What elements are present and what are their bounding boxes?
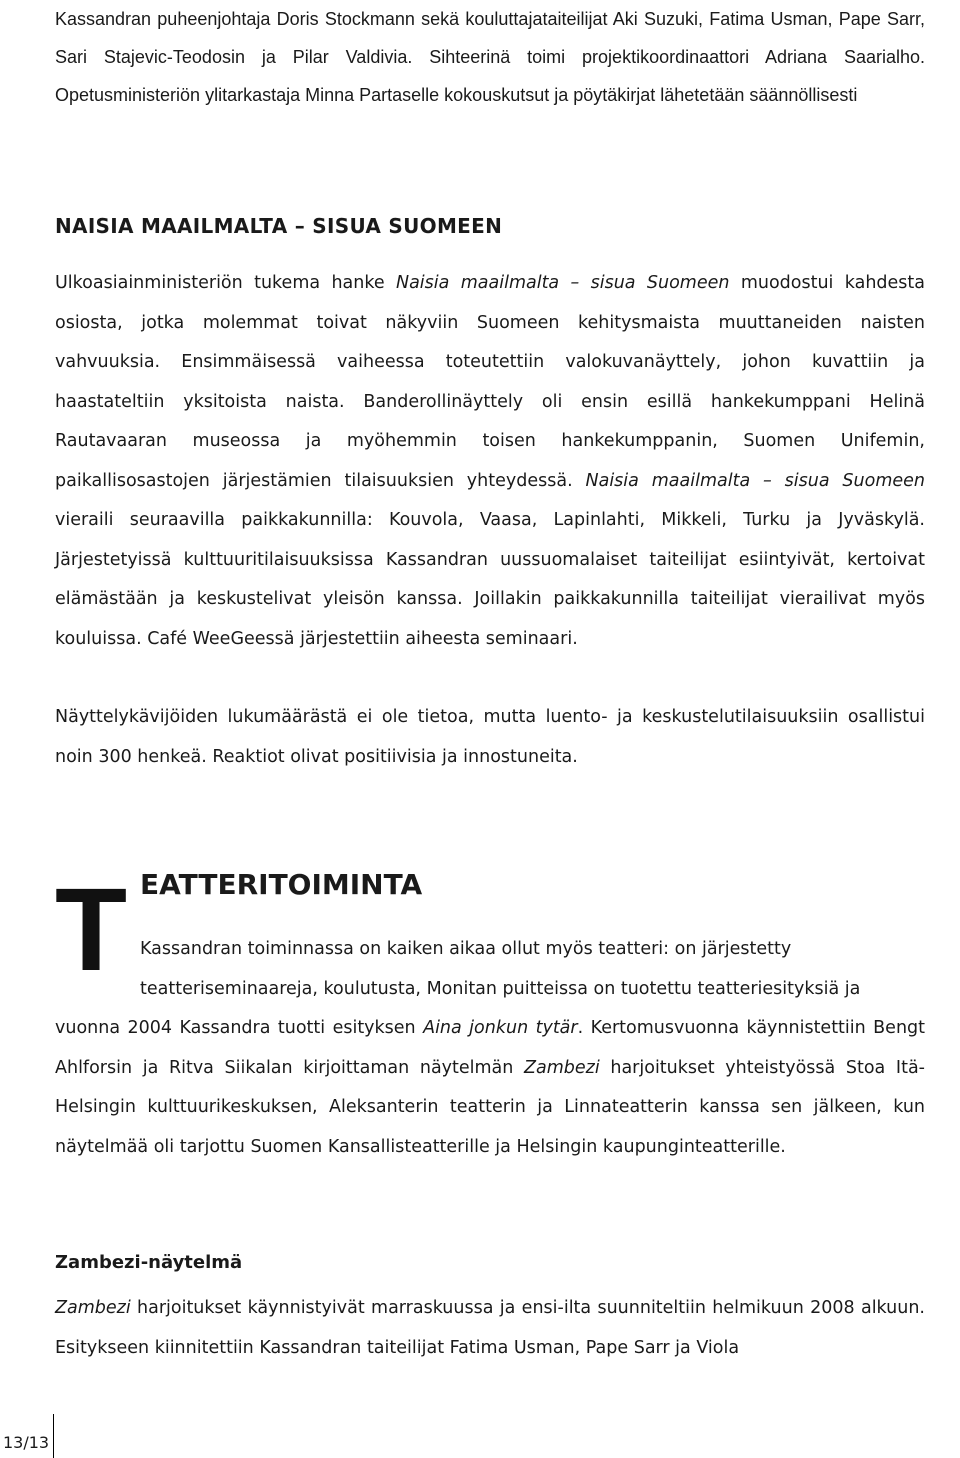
text-run: vuonna 2004 Kassandra tuotti esityksen [55, 1018, 424, 1038]
play-title: Zambezi [55, 1298, 131, 1318]
text-run: Ulkoasiainministeriön tukema hanke [55, 273, 396, 293]
teatteri-paragraph [55, 1009, 925, 1167]
play-title: Zambezi [524, 1057, 600, 1078]
visitors-paragraph: Näyttelykävijöiden lukumäärästä ei ole tietoa, mutta luento- ja keskustelutilaisuuksiin osallistui noin 300 henkeä. Reaktiot olivat positiivisia ja innostuneita. [55, 707, 925, 767]
project-title: Naisia maailmalta – sisua Suomeen [585, 470, 925, 491]
drop-cap-letter: T [55, 864, 128, 996]
section-heading-teatteri: EATTERITOIMINTA [140, 868, 423, 901]
text-run: . Kertomusvuonna käynnistettiin Bengt Ahlforsin ja Ritva Siikalan kirjoittaman näytelmän [55, 1018, 926, 1078]
text-run: vieraili seuraavilla paikkakunnilla: Kouvola, Vaasa, Lapinlahti, Mikkeli, Turku ja Jyväskylä. Järjestetyissä kulttuuritilaisuuksissa Kassandran uussuomalaiset taiteilijat esiintyivät, kertoivat elämästään ja keskustelivat yleisön kanssa. Joillakin paikkakunnilla taiteilijat vierailivat myös kouluissa. Café WeeGeessä järjestettiin aiheesta seminaari. [55, 510, 925, 649]
naisia-paragraph [55, 264, 925, 659]
play-title: Aina jonkun tytär [423, 1018, 578, 1038]
intro-paragraph: Kassandran puheenjohtaja Doris Stockmann sekä kouluttajataiteilijat Aki Suzuki, Fatima Usman, Pape Sarr, Sari Stajevic-Teodosin ja Pilar Valdivia. Sihteerinä toimi projektikoordinaattori Adriana Saarialho. Opetusministeriön ylitarkastaja Minna Partaselle kokouskutsut ja pöytäkirjat lähetetään säännöllisesti [55, 9, 925, 105]
text-run: harjoitukset yhteistyössä Stoa Itä-Helsingin kulttuurikeskuksen, Aleksanterin teatterin ja Linnateatterin kanssa sen jälkeen, kun näytelmää oli tarjottu Suomen Kansallisteatterille ja Helsingin kaupunginteatterille. [55, 1057, 925, 1157]
page-number-divider [53, 1414, 54, 1458]
section-heading-naisia: NAISIA MAAILMALTA – SISUA SUOMEEN [55, 214, 503, 238]
zambezi-paragraph [55, 1289, 925, 1368]
section-heading-zambezi: Zambezi-näytelmä [55, 1252, 243, 1273]
text-run: harjoitukset käynnistyivät marraskuussa ja ensi-ilta suunniteltiin helmikuun 2008 alkuun. Esitykseen kiinnitettiin Kassandran taiteilijat Fatima Usman, Pape Sarr ja Viola [55, 1298, 925, 1358]
project-title: Naisia maailmalta – sisua Suomeen [395, 273, 730, 293]
text-run: muodostui kahdesta osiosta, jotka molemmat toivat näkyviin Suomeen kehitysmaista muuttaneiden naisten vahvuuksia. Ensimmäisessä vaiheessa toteutettiin valokuvanäyttely, johon kuvattiin ja haastateltiin yksitoista naista. Banderollinäyttely oli ensin esillä hankekumppani Helinä Rautavaaran museossa ja myöhemmin toisen hankekumppanin, Suomen Unifemin, paikallisosastojen järjestämien tilaisuuksien yhteydessä. [55, 273, 925, 491]
page-number: 13/13 [3, 1433, 50, 1452]
teatteri-paragraph-indent: Kassandran toiminnassa on kaiken aikaa ollut myös teatteri: on järjestetty teatteriseminaareja, koulutusta, Monitan puitteissa on tuotettu teatteriesityksiä ja [140, 939, 861, 999]
